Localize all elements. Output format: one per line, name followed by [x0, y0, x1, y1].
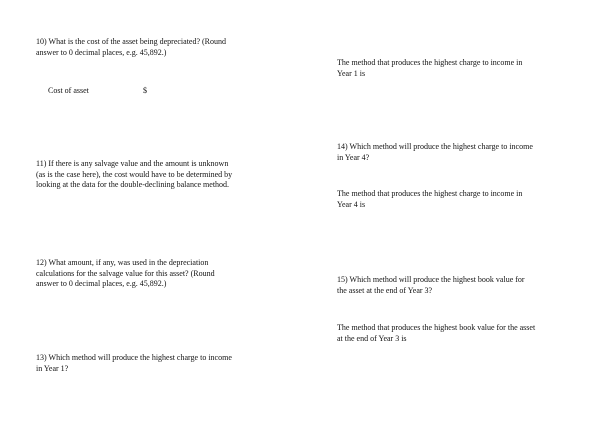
question-13-response-text: The method that produces the highest charge to income in Year 1 is: [337, 58, 523, 78]
cost-of-asset-label: Cost of asset: [48, 86, 89, 95]
question-14-text: 14) Which method will produce the highest charge to income in Year 4?: [337, 142, 533, 162]
question-10-text: 10) What is the cost of the asset being depreciated? (Round answer to 0 decimal places, e.g. 45,892.): [36, 37, 227, 57]
currency-symbol: $: [143, 86, 147, 95]
question-15-text: 15) Which method will produce the highest book value for the asset at the end of Year 3?: [337, 275, 525, 295]
question-13-text: 13) Which method will produce the highest charge to income in Year 1?: [36, 353, 232, 373]
question-11-text: 11) If there is any salvage value and the amount is unknown (as is the case here), the cost would have to be determined by looking at the data for the double-declining balance method.: [36, 159, 233, 189]
question-12-text: 12) What amount, if any, was used in the depreciation calculations for the salvage value for this asset? (Round answer to 0 decimal places, e.g. 45,892.): [36, 258, 215, 288]
question-14-response-text: The method that produces the highest charge to income in Year 4 is: [337, 189, 523, 209]
question-15-response-text: The method that produces the highest book value for the asset at the end of Year 3 is: [337, 323, 536, 343]
